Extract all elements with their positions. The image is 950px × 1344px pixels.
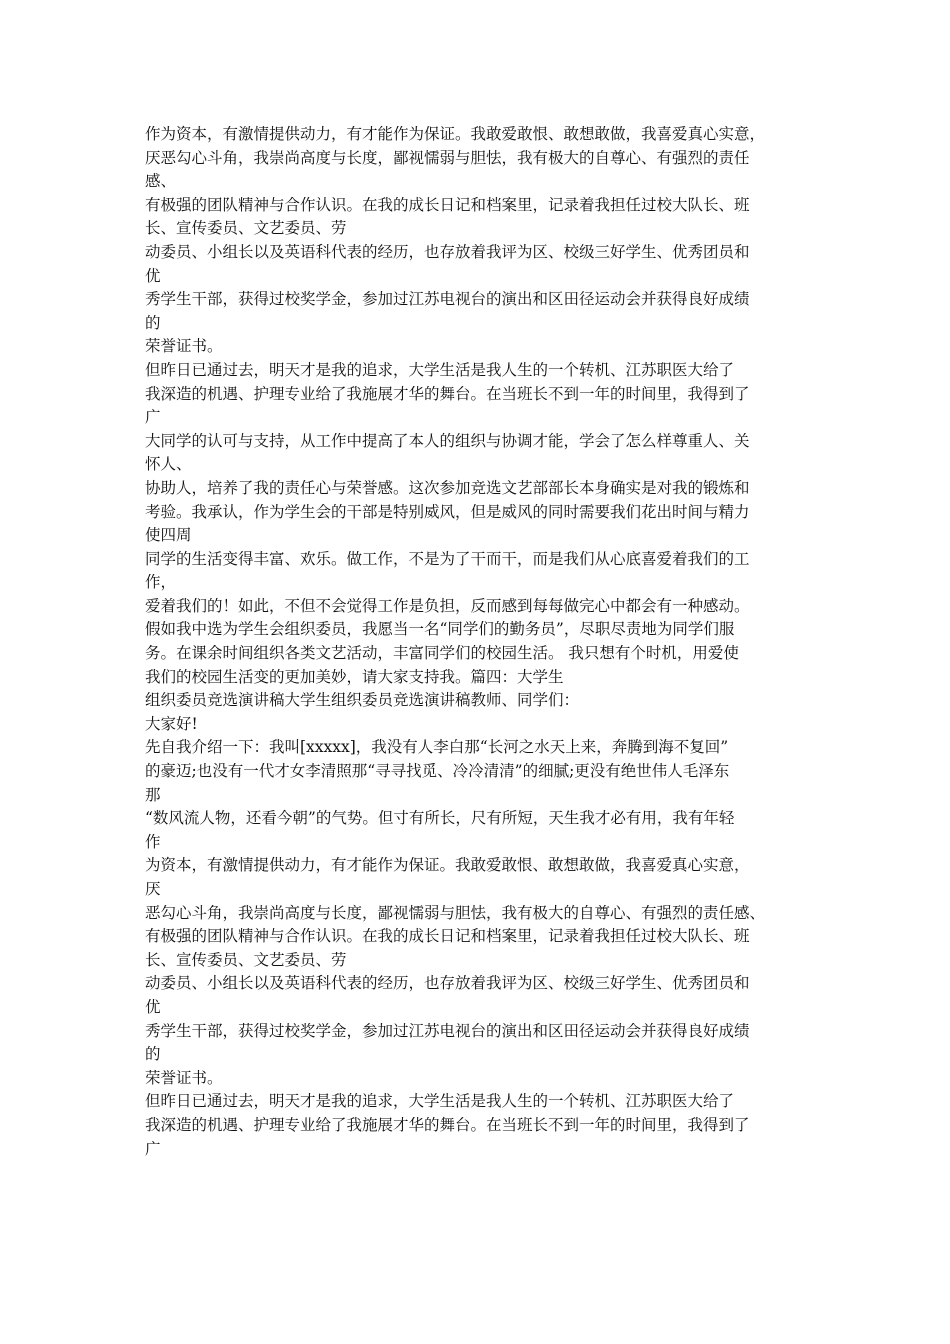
text-line: 优	[145, 266, 161, 285]
text-line: 荣誉证书。	[145, 1068, 223, 1087]
text-line: 为资本，有激情提供动力，有才能作为保证。我敢爱敢恨、敢想敢做，我喜爱真心实意，	[145, 856, 750, 875]
text-line: 我深造的机遇、护理专业给了我施展才华的舞台。在当班长不到一年的时间里，我得到了	[145, 384, 750, 403]
text-line: 考验。我承认，作为学生会的干部是特别威风，但是威风的同时需要我们花出时间与精力	[145, 502, 750, 521]
text-line: 的	[145, 1045, 161, 1064]
text-line: 恶勾心斗角，我崇尚高度与长度，鄙视懦弱与胆怯，我有极大的自尊心、有强烈的责任感、	[145, 903, 766, 922]
text-line: 的豪迈;也没有一代才女李清照那“寻寻找觅、冷冷清清”的细腻;更没有绝世伟人毛泽东	[145, 762, 730, 781]
text-line: 使四周	[145, 526, 192, 545]
text-line: 我们的校园生活变的更加美妙，请大家支持我。篇四：大学生	[145, 667, 564, 686]
text-line: 务。在课余时间组织各类文艺活动，丰富同学们的校园生活。 我只想有个时机，用爱使	[145, 644, 739, 663]
text-line: 但昨日已通过去，明天才是我的追求，大学生活是我人生的一个转机、江苏职医大给了	[145, 1092, 735, 1111]
text-line: 作，	[145, 573, 177, 592]
text-line: 同学的生活变得丰富、欢乐。做工作，不是为了干而干，而是我们从心底喜爱着我们的工	[145, 549, 750, 568]
text-line: 厌	[145, 880, 161, 898]
text-line: 动委员、小组长以及英语科代表的经历，也存放着我评为区、校级三好学生、优秀团员和	[145, 242, 750, 261]
text-line: 长、宣传委员、文艺委员、劳	[145, 950, 347, 969]
text-line: 协助人，培养了我的责任心与荣誉感。这次参加竞选文艺部部长本身确实是对我的锻炼和	[145, 478, 750, 497]
document-body	[145, 123, 815, 1161]
text-line: 那	[145, 785, 161, 804]
text-line: 作	[145, 832, 161, 851]
text-line: 怀人、	[145, 455, 192, 474]
text-line: 的	[145, 313, 161, 332]
text-line: 大同学的认可与支持，从工作中提高了本人的组织与协调才能，学会了怎么样尊重人、关	[145, 431, 750, 450]
text-line: 广	[145, 408, 161, 427]
text-line: 爱着我们的！如此，不但不会觉得工作是负担，反而感到每每做完心中都会有一种感动。	[145, 596, 750, 615]
text-line: 厌恶勾心斗角，我崇尚高度与长度，鄙视懦弱与胆怯，我有极大的自尊心、有强烈的责任	[145, 148, 750, 167]
text-line: 大家好!	[145, 714, 198, 733]
text-line: 秀学生干部，获得过校奖学金，参加过江苏电视台的演出和区田径运动会并获得良好成绩	[145, 290, 750, 309]
text-line: 有极强的团队精神与合作认识。在我的成长日记和档案里，记录着我担任过校大队长、班	[145, 195, 750, 214]
text-line: “数风流人物，还看今朝”的气势。但寸有所长，尺有所短，天生我才必有用，我有年轻	[145, 809, 735, 828]
text-line: 动委员、小组长以及英语科代表的经历，也存放着我评为区、校级三好学生、优秀团员和	[145, 974, 750, 993]
text-line: 秀学生干部，获得过校奖学金，参加过江苏电视台的演出和区田径运动会并获得良好成绩	[145, 1021, 750, 1040]
text-line: 感、	[145, 172, 177, 191]
text-line: 我深造的机遇、护理专业给了我施展才华的舞台。在当班长不到一年的时间里，我得到了	[145, 1115, 750, 1134]
text-line: 长、宣传委员、文艺委员、劳	[145, 219, 347, 238]
text-line: 但昨日已通过去，明天才是我的追求，大学生活是我人生的一个转机、江苏职医大给了	[145, 360, 735, 379]
text-line: 作为资本，有激情提供动力，有才能作为保证。我敢爱敢恨、敢想敢做，我喜爱真心实意，	[145, 125, 766, 143]
text-line: 先自我介绍一下：我叫[xxxxx]，我没有人李白那“长河之水天上来，奔腾到海不复回”	[145, 738, 729, 757]
text-line: 荣誉证书。	[145, 337, 223, 356]
text-line: 组织委员竞选演讲稿大学生组织委员竞选演讲稿教师、同学们：	[145, 691, 580, 710]
text-line: 假如我中选为学生会组织委员，我愿当一名“同学们的勤务员”，尽职尽责地为同学们服	[145, 620, 735, 639]
text-line: 优	[145, 997, 161, 1016]
text-line: 广	[145, 1139, 161, 1158]
text-line: 有极强的团队精神与合作认识。在我的成长日记和档案里，记录着我担任过校大队长、班	[145, 927, 750, 946]
